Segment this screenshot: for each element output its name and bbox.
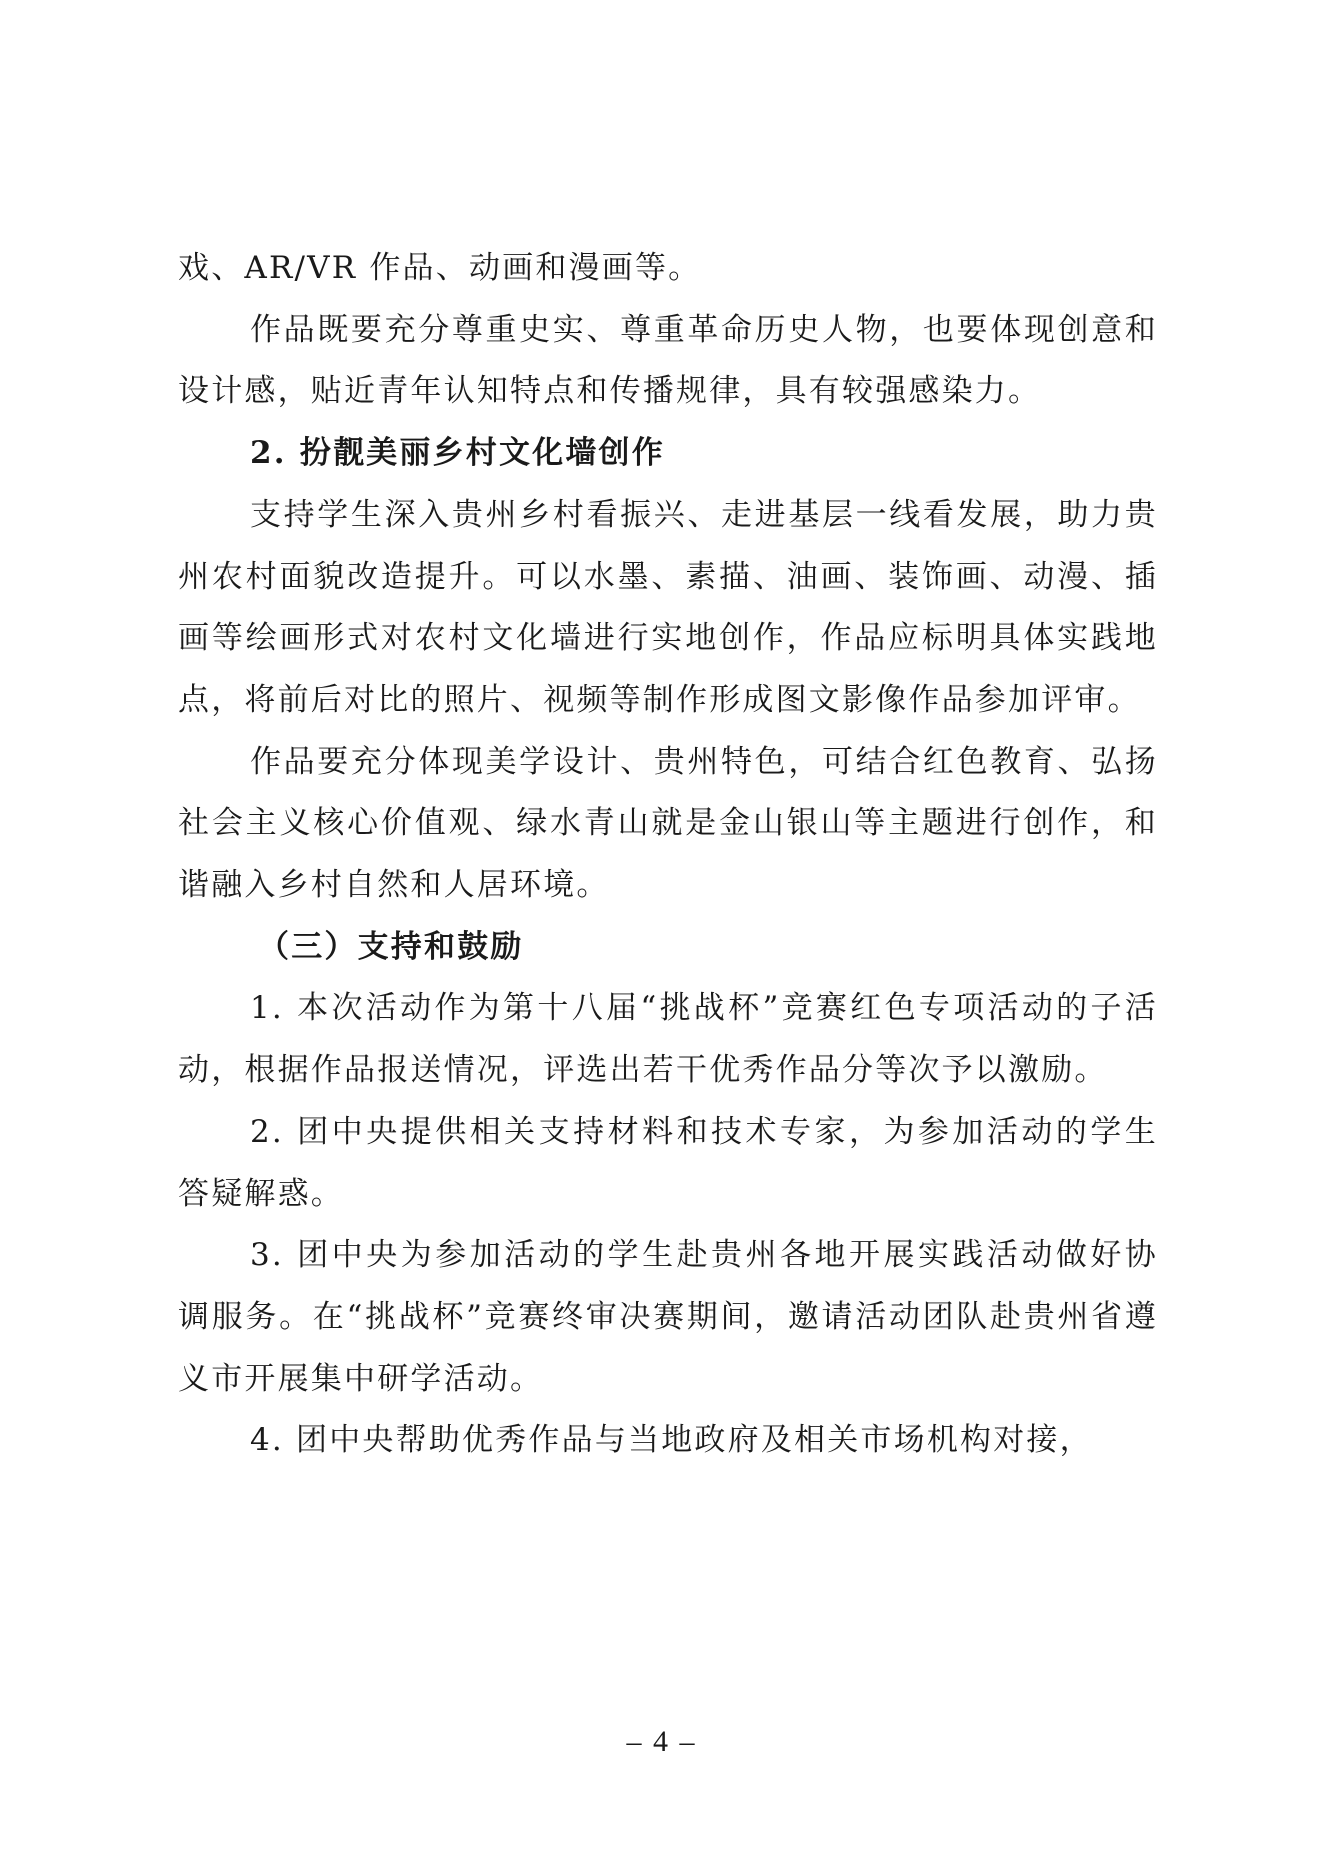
list-item-support-3: 3. 团中央为参加活动的学生赴贵州各地开展实践活动做好协调服务。在“挑战杯”竞赛终审决赛期间，邀请活动团队赴贵州省遵义市开展集中研学活动。: [178, 1237, 1158, 1397]
subheading-culture-wall: 2. 扮靓美丽乡村文化墙创作: [250, 435, 665, 472]
page-number: – 4 –: [626, 1725, 697, 1758]
list-item-support-4: 4. 团中央帮助优秀作品与当地政府及相关市场机构对接，: [250, 1422, 1093, 1459]
paragraph-culture-wall-requirements: 作品要充分体现美学设计、贵州特色，可结合红色教育、弘扬社会主义核心价值观、绿水青山就是金山银山等主题进行创作，和谐融入乡村自然和人居环境。: [178, 743, 1158, 904]
list-item-support-2: 2. 团中央提供相关支持材料和技术专家，为参加活动的学生答疑解惑。: [178, 1113, 1158, 1212]
document-body: [178, 238, 1158, 1472]
paragraph-continuation: 戏、AR/VR 作品、动画和漫画等。: [178, 250, 702, 286]
section-heading-support: （三）支持和鼓励: [258, 928, 524, 965]
paragraph-culture-wall-description: 支持学生深入贵州乡村看振兴、走进基层一线看发展，助力贵州农村面貌改造提升。可以水墨、素描、油画、装饰画、动漫、插画等绘画形式对农村文化墙进行实地创作，作品应标明具体实践地点，将前后对比的照片、视频等制作形成图文影像作品参加评审。: [178, 496, 1158, 718]
list-item-support-1: 1. 本次活动作为第十八届“挑战杯”竞赛红色专项活动的子活动，根据作品报送情况，评选出若干优秀作品分等次予以激励。: [178, 990, 1158, 1089]
paragraph-requirements-creativity: 作品既要充分尊重史实、尊重革命历史人物，也要体现创意和设计感，贴近青年认知特点和传播规律，具有较强感染力。: [178, 311, 1158, 410]
